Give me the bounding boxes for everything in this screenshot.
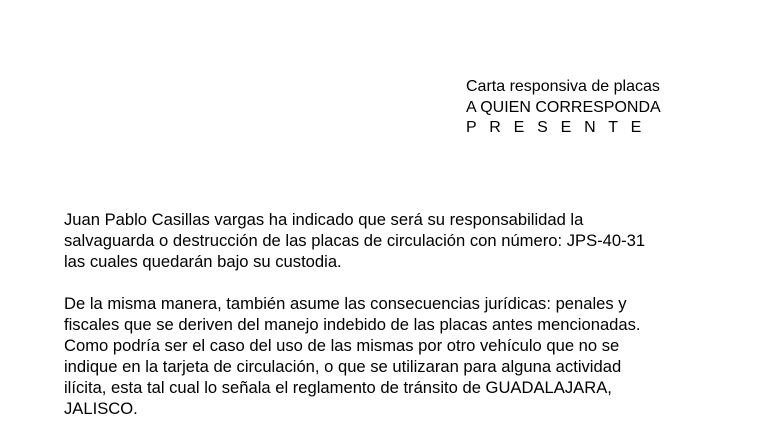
paragraph-spacer <box>64 272 764 293</box>
letter-body <box>64 209 764 419</box>
salutation: A QUIEN CORRESPONDA <box>466 98 661 116</box>
paragraph-responsibility <box>64 209 764 272</box>
paragraph-line: ilícita, esta tal cual lo señala el reglamento de tránsito de GUADALAJARA, <box>64 378 612 397</box>
presente-line: P R E S E N T E <box>466 119 646 136</box>
paragraph-line: fiscales que se deriven del manejo indebido de las placas antes mencionadas. <box>64 315 641 334</box>
paragraph-line: salvaguarda o destrucción de las placas de circulación con número: JPS-40-31 <box>64 231 646 250</box>
paragraph-line: las cuales quedarán bajo su custodia. <box>64 252 342 271</box>
letter-header <box>466 77 661 139</box>
letter-title: Carta responsiva de placas <box>466 78 660 95</box>
paragraph-line: De la misma manera, también asume las consecuencias jurídicas: penales y <box>64 294 627 313</box>
paragraph-line: Como podría ser el caso del uso de las mismas por otro vehículo que no se <box>64 336 620 355</box>
paragraph-line: JALISCO. <box>64 399 138 418</box>
paragraph-line: Juan Pablo Casillas vargas ha indicado que será su responsabilidad la <box>64 210 584 229</box>
paragraph-consequences <box>64 293 764 419</box>
paragraph-line: indique en la tarjeta de circulación, o que se utilizaran para alguna actividad <box>64 357 622 376</box>
